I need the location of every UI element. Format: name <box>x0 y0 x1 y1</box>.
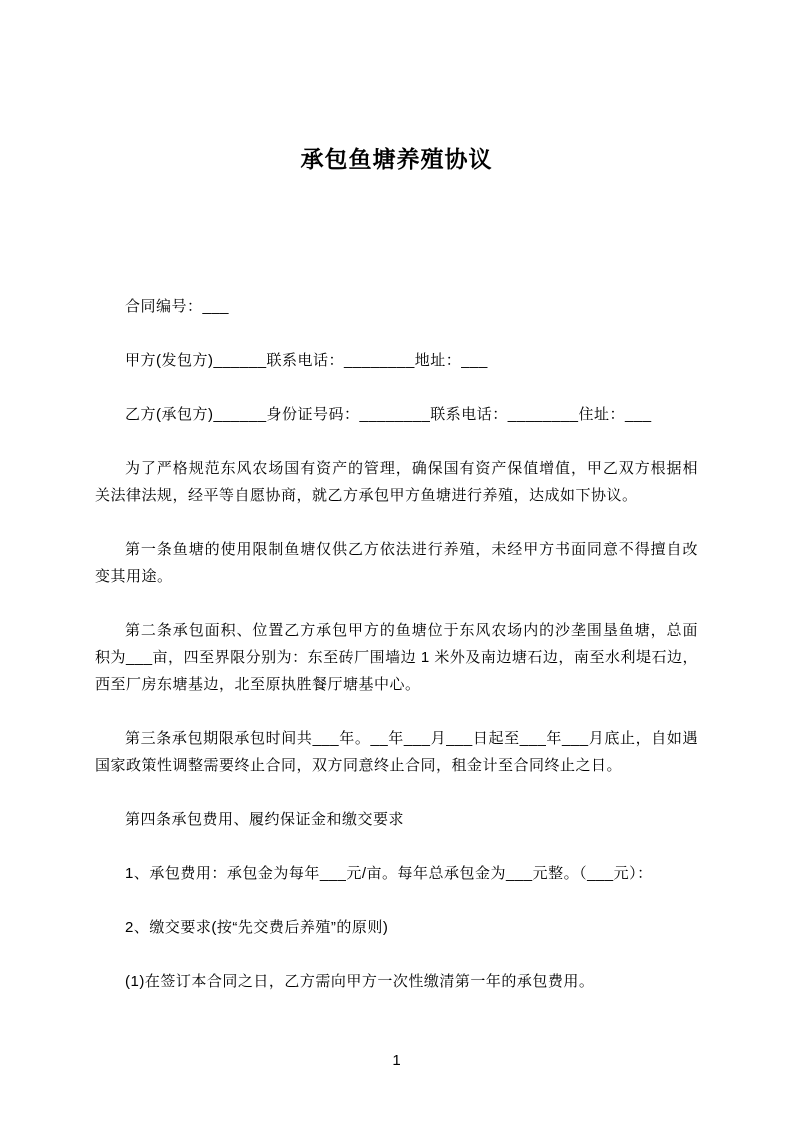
preamble-paragraph: 为了严格规范东风农场国有资产的管理，确保国有资产保值增值，甲乙双方根据相关法律法规，经平等自愿协商，就乙方承包甲方鱼塘进行养殖，达成如下协议。 <box>95 460 698 504</box>
page-number: 1 <box>392 1052 401 1069</box>
article-4-item-2: 2、缴交要求(按“先交费后养殖”的原则) <box>125 919 389 936</box>
party-b-line: 乙方(承包方)______身份证号码：________联系电话：________住址：___ <box>125 406 652 423</box>
article-4-heading: 第四条承包费用、履约保证金和缴交要求 <box>125 811 405 828</box>
document-title: 承包鱼塘养殖协议 <box>300 146 493 172</box>
party-a-line: 甲方(发包方)______联系电话：________地址：___ <box>125 352 488 369</box>
article-2-paragraph: 第二条承包面积、位置乙方承包甲方的鱼塘位于东风农场内的沙垄围垦鱼塘，总面积为___亩，四至界限分别为：东至砖厂围墙边 1 米外及南边塘石边，南至水利堤石边，西至厂房东塘基边，北至原执胜餐厅塘基中心。 <box>95 622 698 693</box>
article-1-paragraph: 第一条鱼塘的使用限制鱼塘仅供乙方依法进行养殖，未经甲方书面同意不得擅自改变其用途。 <box>95 541 698 585</box>
article-4-item-1: 1、承包费用：承包金为每年___元/亩。每年总承包金为___元整。（___元）： <box>125 865 653 882</box>
article-3-paragraph: 第三条承包期限承包时间共___年。__年___月___日起至___年___月底止，自如遇国家政策性调整需要终止合同，双方同意终止合同，租金计至合同终止之日。 <box>95 730 698 774</box>
contract-number-line: 合同编号：___ <box>125 298 230 315</box>
article-4-item-3: (1)在签订本合同之日，乙方需向甲方一次性缴清第一年的承包费用。 <box>125 973 595 990</box>
